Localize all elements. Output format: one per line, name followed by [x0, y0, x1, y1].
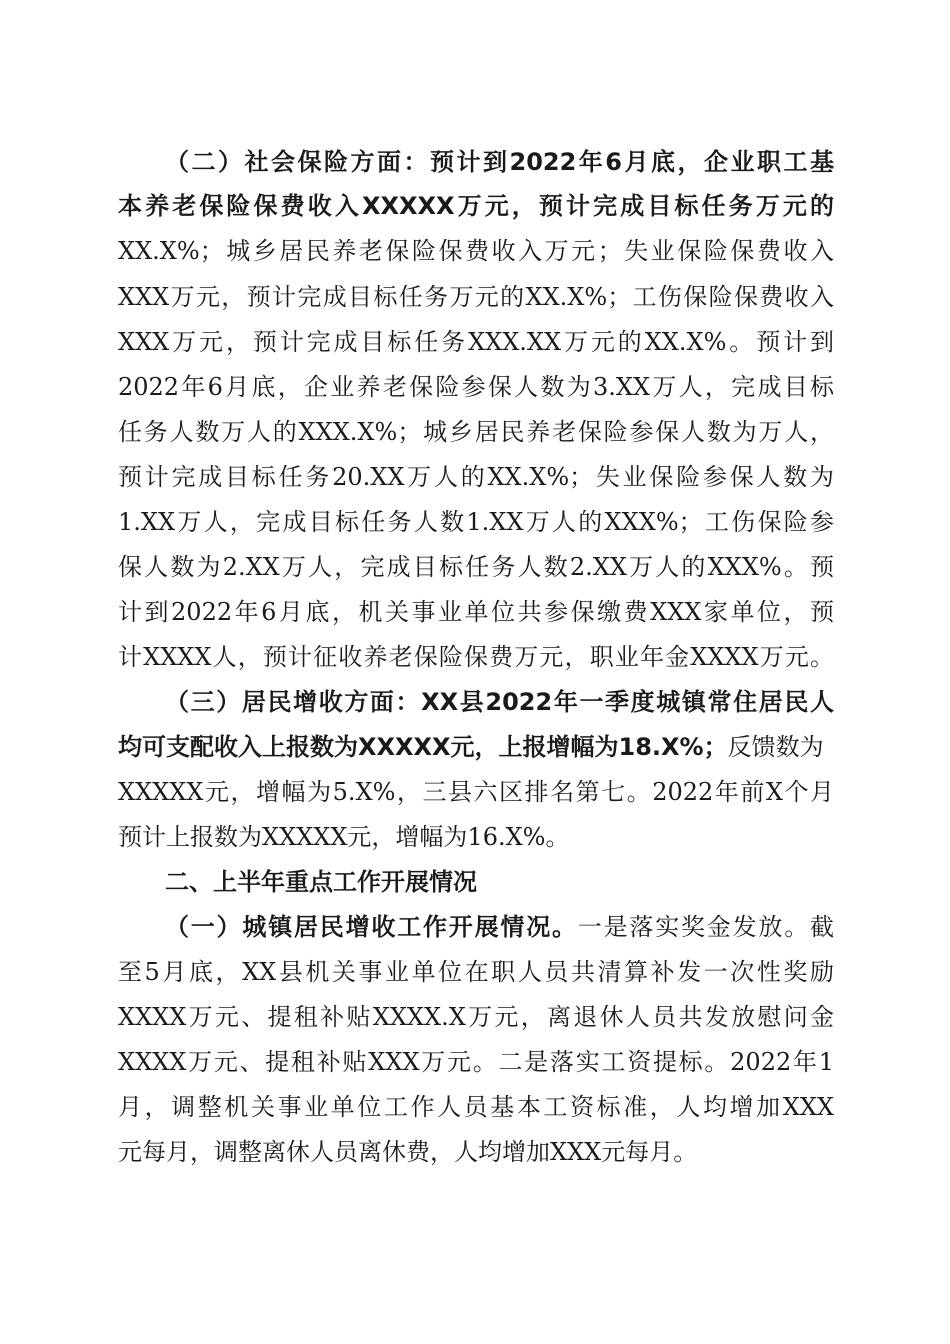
paragraph-line: 元每月，调整离休人员离休费，人均增加XXX元每月。	[118, 1138, 698, 1166]
section-heading: 二、上半年重点工作开展情况	[165, 868, 477, 896]
paragraph-line: 保人数为2.XX万人，完成目标任务人数2.XX万人的XXX%。预	[118, 553, 834, 581]
bold-text: 均可支配收入上报数为XXXXX元，上报增幅为18.X%；	[118, 733, 728, 761]
paragraph-line: 计到2022年6月底，机关事业单位共参保缴费XXX家单位，预	[118, 598, 834, 626]
paragraph-line: 月，调整机关事业单位工作人员基本工资标准，人均增加XXX	[118, 1093, 834, 1121]
paragraph-line: XXX万元，预计完成目标任务万元的XX.X%；工伤保险保费收入	[118, 283, 834, 311]
plain-text: 反馈数为	[727, 733, 824, 761]
paragraph-line: XX.X%；城乡居民养老保险保费收入万元；失业保险保费收入	[118, 237, 834, 265]
paragraph-line: （二）社会保险方面：预计到2022年6月底，企业职工基	[165, 148, 834, 176]
paragraph-line: 2022年6月底，企业养老保险参保人数为3.XX万人，完成目标	[118, 373, 834, 401]
paragraph-line: 预计完成目标任务20.XX万人的XX.X%；失业保险参保人数为	[118, 463, 834, 491]
paragraph-line: 预计上报数为XXXXX元，增幅为16.X%。	[118, 823, 570, 851]
paragraph-line: 任务人数万人的XXX.X%；城乡居民养老保险参保人数为万人，	[118, 418, 834, 446]
paragraph-line: XXXXX元，增幅为5.X%，三县六区排名第七。2022年前X个月	[118, 778, 834, 806]
paragraph-line: 计XXXX人，预计征收养老保险保费万元，职业年金XXXX万元。	[118, 643, 834, 671]
paragraph-line	[118, 725, 834, 769]
paragraph-line: XXXX万元、提租补贴XXXX.X万元，离退休人员共发放慰问金	[118, 1003, 834, 1031]
paragraph-line: （三）居民增收方面：XX县2022年一季度城镇常住居民人	[165, 688, 834, 716]
paragraph-line: XXX万元，预计完成目标任务XXX.XX万元的XX.X%。预计到	[118, 328, 834, 356]
paragraph-line: XXXX万元、提租补贴XXX万元。二是落实工资提标。2022年1	[118, 1048, 834, 1076]
bold-text: （一）城镇居民增收工作开展情况。	[165, 913, 578, 941]
paragraph-line	[165, 905, 834, 949]
plain-text: 一是落实奖金发放。截	[577, 913, 834, 941]
paragraph-line: 1.XX万人，完成目标任务人数1.XX万人的XXX%；工伤保险参	[118, 508, 834, 536]
paragraph-line: 本养老保险保费收入XXXXX万元，预计完成目标任务万元的	[118, 192, 834, 220]
paragraph-line: 至5月底，XX县机关事业单位在职人员共清算补发一次性奖励	[118, 958, 834, 986]
